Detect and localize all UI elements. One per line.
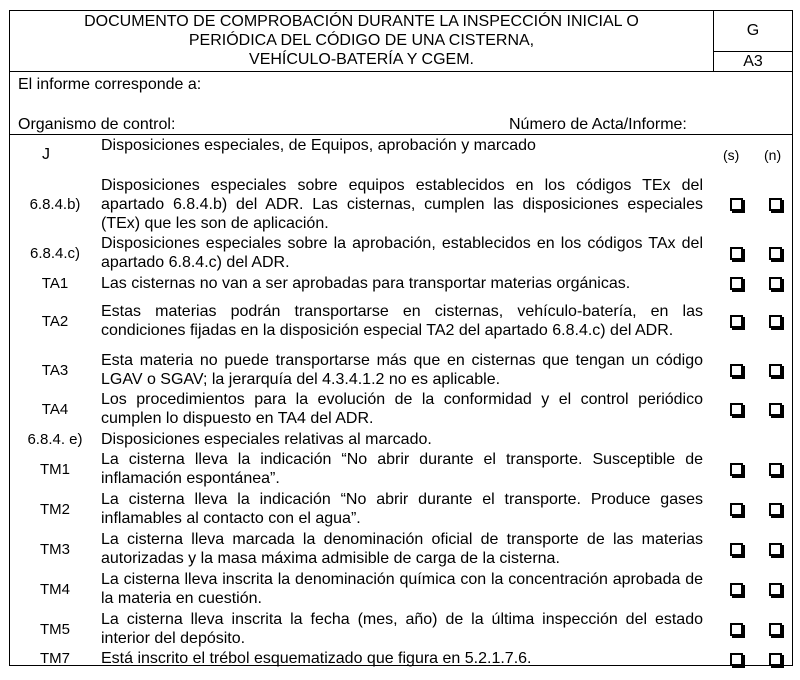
checklist-row	[9, 490, 793, 528]
row-code: 6.8.4. e)	[27, 430, 83, 448]
acta-label: Número de Acta/Informe:	[509, 116, 687, 133]
yes-checkbox[interactable]	[730, 198, 743, 211]
no-checkbox[interactable]	[769, 463, 782, 476]
checklist-row	[9, 234, 793, 272]
no-checkbox[interactable]	[769, 653, 782, 666]
row-description	[101, 351, 703, 389]
row-description	[101, 450, 703, 488]
yes-checkbox[interactable]	[730, 583, 743, 596]
row-description-text: Los procedimientos para la evolución de la conformidad y el control periódico cumplen lo dispuesto en TA4 del ADR.	[101, 391, 703, 427]
form-code-number: A3	[743, 52, 763, 70]
row-description-text: La cisterna lleva marcada la denominación oficial de transporte de las materias autorizadas y la masa máxima admisible de carga de la cisterna.	[101, 531, 703, 567]
yes-checkbox[interactable]	[730, 277, 743, 290]
yes-checkbox[interactable]	[730, 463, 743, 476]
row-description	[101, 390, 703, 428]
section-title: Disposiciones especiales, de Equipos, aprobación y marcado	[101, 137, 536, 154]
column-yes-header: (s)	[723, 147, 740, 163]
row-description	[101, 570, 703, 608]
row-description-text: Las cisternas no van a ser aprobadas para transportar materias orgánicas.	[101, 274, 631, 292]
row-code: TM4	[40, 580, 70, 598]
row-description-text: La cisterna lleva inscrita la fecha (mes, año) de la última inspección del estado interior del depósito.	[101, 611, 703, 647]
row-description	[101, 650, 703, 667]
no-checkbox[interactable]	[769, 198, 782, 211]
row-code: TM5	[40, 620, 70, 638]
row-description-text: La cisterna lleva la indicación “No abrir durante el transporte. Susceptible de inflamación espontánea”.	[101, 451, 703, 487]
checklist-row	[9, 610, 793, 648]
checklist-row	[9, 450, 793, 488]
report-label: El informe corresponde a:	[18, 76, 202, 93]
checklist-row	[9, 175, 793, 233]
checklist-row	[9, 292, 793, 350]
no-checkbox[interactable]	[769, 403, 782, 416]
row-description-text: Disposiciones especiales sobre equipos establecidos en los códigos TEx del apartado 6.8.4.b) del ADR. Las cisternas, cumplen las disposiciones especiales (TEx) que les son de aplicación.	[101, 176, 703, 232]
checklist-row	[9, 570, 793, 608]
row-description	[101, 610, 703, 648]
no-checkbox[interactable]	[769, 583, 782, 596]
no-checkbox[interactable]	[769, 503, 782, 516]
row-description-text: Está inscrito el trébol esquematizado que figura en 5.2.1.7.6.	[101, 650, 532, 667]
row-description	[101, 429, 703, 449]
no-checkbox[interactable]	[769, 623, 782, 636]
yes-checkbox[interactable]	[730, 403, 743, 416]
yes-checkbox[interactable]	[730, 364, 743, 377]
title-line: VEHÍCULO-BATERÍA Y CGEM.	[249, 50, 474, 68]
row-description-text: Estas materias podrán transportarse en cisternas, vehículo-batería, en las condiciones fijadas en la disposición especial TA2 del apartado 6.8.4.c) del ADR.	[101, 303, 703, 339]
no-checkbox[interactable]	[769, 247, 782, 260]
no-checkbox[interactable]	[769, 364, 782, 377]
yes-checkbox[interactable]	[730, 543, 743, 556]
row-description-text: Disposiciones especiales relativas al marcado.	[101, 430, 432, 448]
row-code: TA2	[41, 312, 69, 330]
row-code: TM1	[40, 460, 70, 478]
checklist-row	[9, 273, 793, 293]
row-description	[101, 530, 703, 568]
row-code: TA3	[41, 361, 69, 379]
checklist-row	[9, 650, 793, 667]
row-description-text: La cisterna lleva la indicación “No abrir durante el transporte. Produce gases inflamables al contacto con el agua”.	[101, 491, 703, 527]
yes-checkbox[interactable]	[730, 503, 743, 516]
no-checkbox[interactable]	[769, 543, 782, 556]
column-no-header: (n)	[764, 147, 782, 163]
form-code-letter: G	[746, 22, 760, 39]
row-code: TM7	[40, 650, 70, 667]
row-code: TA1	[41, 274, 69, 292]
row-description	[101, 292, 703, 350]
checklist-row	[9, 530, 793, 568]
row-code: TA4	[41, 400, 69, 418]
checklist-row	[9, 429, 793, 449]
row-code: 6.8.4.c)	[29, 244, 81, 262]
checklist-row	[9, 351, 793, 389]
row-code: TM3	[40, 540, 70, 558]
yes-checkbox[interactable]	[730, 247, 743, 260]
row-description	[101, 490, 703, 528]
section-code: J	[42, 146, 50, 163]
row-description	[101, 175, 703, 233]
row-description	[101, 234, 703, 272]
organism-label: Organismo de control:	[18, 116, 176, 133]
yes-checkbox[interactable]	[730, 623, 743, 636]
row-description-text: Esta materia no puede transportarse más que en cisternas que tengan un código LGAV o SGAV; la jerarquía del 4.3.4.1.2 no es aplicable.	[101, 352, 703, 388]
header-bottom-rule	[9, 71, 793, 72]
row-code: 6.8.4.b)	[29, 195, 81, 213]
row-description	[101, 273, 703, 293]
checklist-row	[9, 390, 793, 428]
row-description-text: La cisterna lleva inscrita la denominación química con la concentración aprobada de la materia en cuestión.	[101, 571, 703, 607]
no-checkbox[interactable]	[769, 315, 782, 328]
yes-checkbox[interactable]	[730, 315, 743, 328]
document-title	[10, 11, 713, 69]
title-line: DOCUMENTO DE COMPROBACIÓN DURANTE LA INSPECCIÓN INICIAL O	[84, 12, 639, 30]
info-bottom-rule	[9, 134, 793, 135]
title-line: PERIÓDICA DEL CÓDIGO DE UNA CISTERNA,	[188, 31, 535, 49]
row-description-text: Disposiciones especiales sobre la aprobación, establecidos en los códigos TAx del apartado 6.8.4.c) del ADR.	[101, 235, 703, 271]
no-checkbox[interactable]	[769, 277, 782, 290]
row-code: TM2	[40, 500, 70, 518]
yes-checkbox[interactable]	[730, 653, 743, 666]
